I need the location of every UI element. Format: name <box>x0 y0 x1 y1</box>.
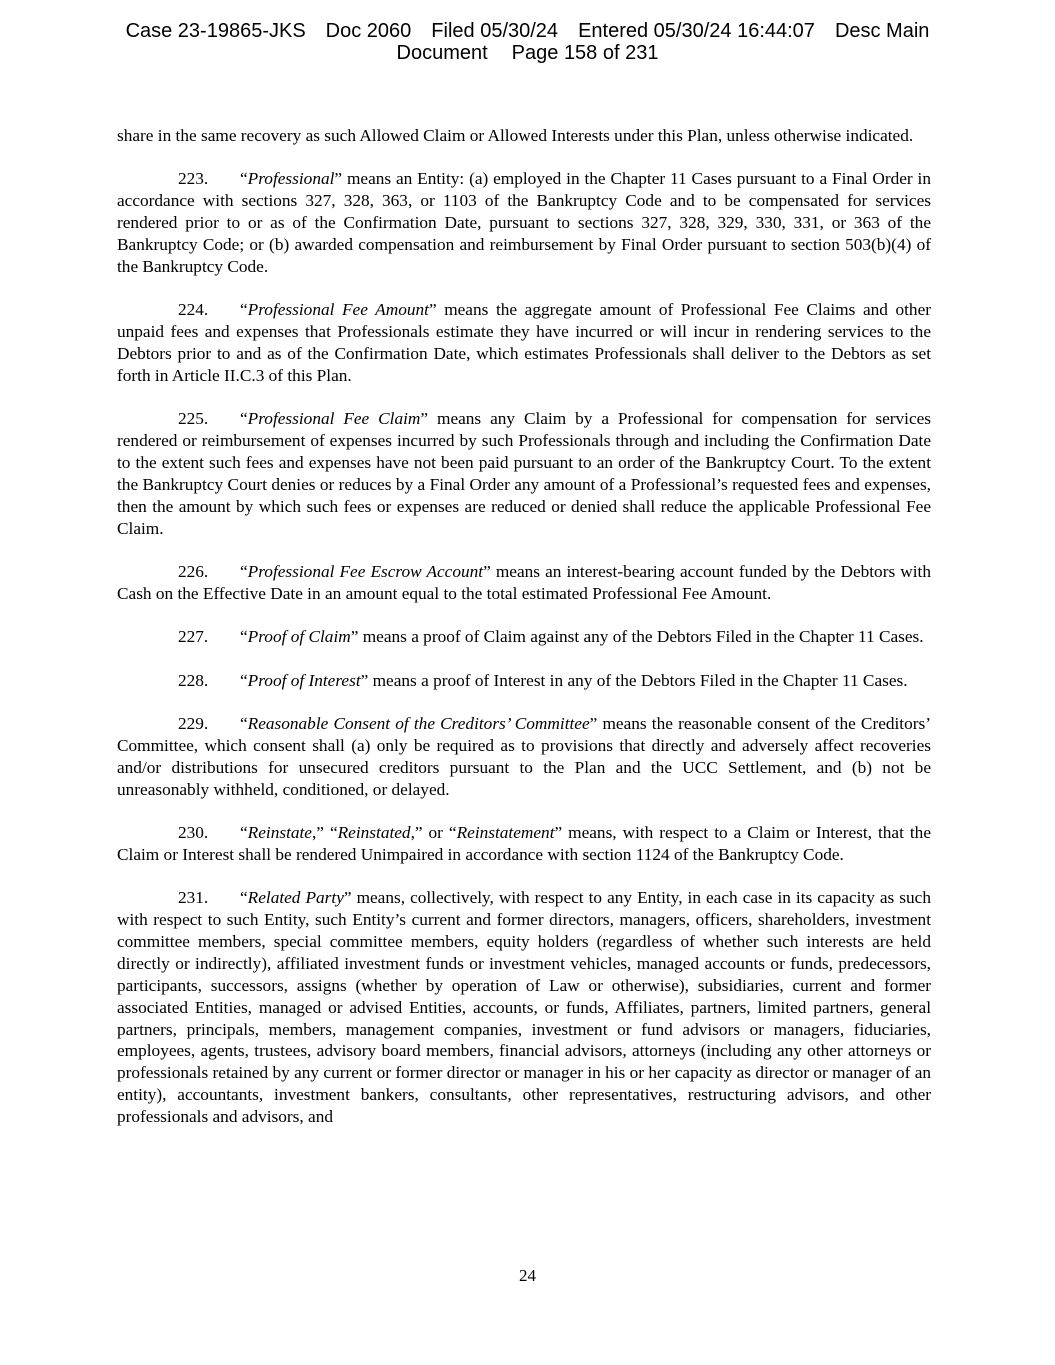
defined-term: Reasonable Consent of the Creditors’ Committee <box>247 713 590 733</box>
defined-term: Professional Fee Amount <box>247 300 429 320</box>
open-quote: “ <box>240 713 248 733</box>
definition-text: ” means a proof of Interest in any of the Debtors Filed in the Chapter 11 Cases. <box>360 670 908 690</box>
document-body <box>117 125 931 1149</box>
case-number: Case 23-19865-JKS <box>125 20 306 42</box>
paragraph-number: 225. <box>178 409 209 429</box>
term-separator: ,” “ <box>311 822 338 842</box>
term-separator: ,” or “ <box>410 822 457 842</box>
open-quote: “ <box>240 409 248 429</box>
definition-text: ” means any Claim by a Professional for compensation for services rendered or reimbursement of expenses incurred by such Professionals through and including the Confirmation Date to the extent such fees and expenses have not been paid pursuant to an order of the Bankruptcy Court. To the extent the Bankruptcy Court denies or reduces by a Final Order any amount of a Professional’s requested fees and expenses, then the amount by which such fees or expenses are reduced or denied shall reduce the applicable Professional Fee Claim. <box>117 409 932 538</box>
header-line-1 <box>0 20 1055 42</box>
paragraph-number: 227. <box>178 627 209 647</box>
open-quote: “ <box>240 562 248 582</box>
defined-term: Proof of Claim <box>247 627 351 647</box>
defined-term: Professional Fee Claim <box>247 409 421 429</box>
definition-text: ” means an Entity: (a) employed in the Chapter 11 Cases pursuant to a Final Order in accordance with sections 327, 328, 363, or 1103 of the Bankruptcy Code and to be compensated for services rendered prior to or as of the Confirmation Date, pursuant to sections 327, 328, 329, 330, 331, or 363 of the Bankruptcy Code; or (b) awarded compensation and reimbursement by Final Order pursuant to section 503(b)(4) of the Bankruptcy Code. <box>117 169 931 276</box>
paragraph-number: 223. <box>178 169 209 189</box>
defined-term: Professional Fee Escrow Account <box>247 562 484 582</box>
paragraph-number: 226. <box>178 562 209 582</box>
open-quote: “ <box>240 888 248 908</box>
definition-text: ” means a proof of Claim against any of the Debtors Filed in the Chapter 11 Cases. <box>350 627 924 647</box>
doc-number: Doc 2060 <box>325 20 412 42</box>
continuation-paragraph: share in the same recovery as such Allowed Claim or Allowed Interests under this Plan, unless otherwise indicated. <box>117 126 914 145</box>
defined-term: Professional <box>247 169 335 189</box>
definition-text: ” means, with respect to a Claim or Interest, that the Claim or Interest shall be rendered Unimpaired in accordance with section 1124 of the Bankruptcy Code. <box>117 822 931 864</box>
page-of-total: Page 158 of 231 <box>511 42 659 64</box>
open-quote: “ <box>240 300 248 320</box>
filed-date: Filed 05/30/24 <box>431 20 559 42</box>
desc-main: Desc Main <box>834 20 930 42</box>
definition-228 <box>117 670 931 692</box>
document-label: Document <box>396 42 488 64</box>
paragraph-number: 229. <box>178 713 209 733</box>
open-quote: “ <box>240 670 248 690</box>
defined-term: Reinstatement <box>456 822 555 842</box>
definition-text: ” means the reasonable consent of the Creditors’ Committee, which consent shall (a) only be required as to provisions that directly and adversely affect recoveries and/or distributions for unsecured creditors pursuant to the Plan and the UCC Settlement, and (b) not be unreasonably withheld, conditioned, or delayed. <box>117 713 931 799</box>
definition-230 <box>117 822 931 866</box>
page-number: 24 <box>519 1266 536 1285</box>
paragraph-number: 230. <box>178 822 209 842</box>
paragraph-number: 224. <box>178 300 209 320</box>
definition-225 <box>117 408 931 539</box>
paragraph-number: 228. <box>178 670 209 690</box>
definition-224 <box>117 299 931 387</box>
definition-229 <box>117 713 931 801</box>
open-quote: “ <box>240 169 248 189</box>
definition-text: ” means the aggregate amount of Professional Fee Claims and other unpaid fees and expenses that Professionals estimate they have incurred or will incur in rendering services to the Debtors prior to and as of the Confirmation Date, which estimates Professionals shall deliver to the Debtors as set forth in Article II.C.3 of this Plan. <box>117 300 931 385</box>
definition-text: ” means an interest-bearing account funded by the Debtors with Cash on the Effective Date in an amount equal to the total estimated Professional Fee Amount. <box>117 562 931 603</box>
definition-227 <box>117 626 931 648</box>
defined-term: Related Party <box>247 888 344 908</box>
definition-223 <box>117 168 931 278</box>
paragraph-number: 231. <box>178 888 209 908</box>
definition-231 <box>117 887 931 1128</box>
defined-term: Reinstate <box>247 822 312 842</box>
defined-term: Proof of Interest <box>247 670 361 690</box>
open-quote: “ <box>240 822 248 842</box>
entered-date: Entered 05/30/24 16:44:07 <box>578 20 815 42</box>
court-filing-header <box>0 20 1055 64</box>
definition-226 <box>117 561 931 605</box>
header-line-2 <box>0 42 1055 64</box>
definition-text: ” means, collectively, with respect to any Entity, in each case in its capacity as such with respect to such Entity, such Entity’s current and former directors, managers, officers, shareholders, investment committee members, special committee members, equity holders (regardless of whether such interests are held directly or indirectly), affiliated investment funds or investment vehicles, managed accounts or funds, predecessors, participants, successors, assigns (whether by operation of Law or otherwise), subsidiaries, current and former associated Entities, managed or advised Entities, accounts, or funds, Affiliates, partners, limited partners, general partners, principals, members, management companies, investment or fund advisors or managers, fiduciaries, employees, agents, trustees, advisory board members, financial advisors, attorneys (including any other attorneys or professionals retained by any current or former director or manager in his or her capacity as director or manager of an entity), accountants, investment bankers, consultants, other representatives, restructuring advisors, and other professionals and advisors, and <box>117 888 931 1127</box>
defined-term: Reinstated <box>337 822 411 842</box>
open-quote: “ <box>240 627 248 647</box>
